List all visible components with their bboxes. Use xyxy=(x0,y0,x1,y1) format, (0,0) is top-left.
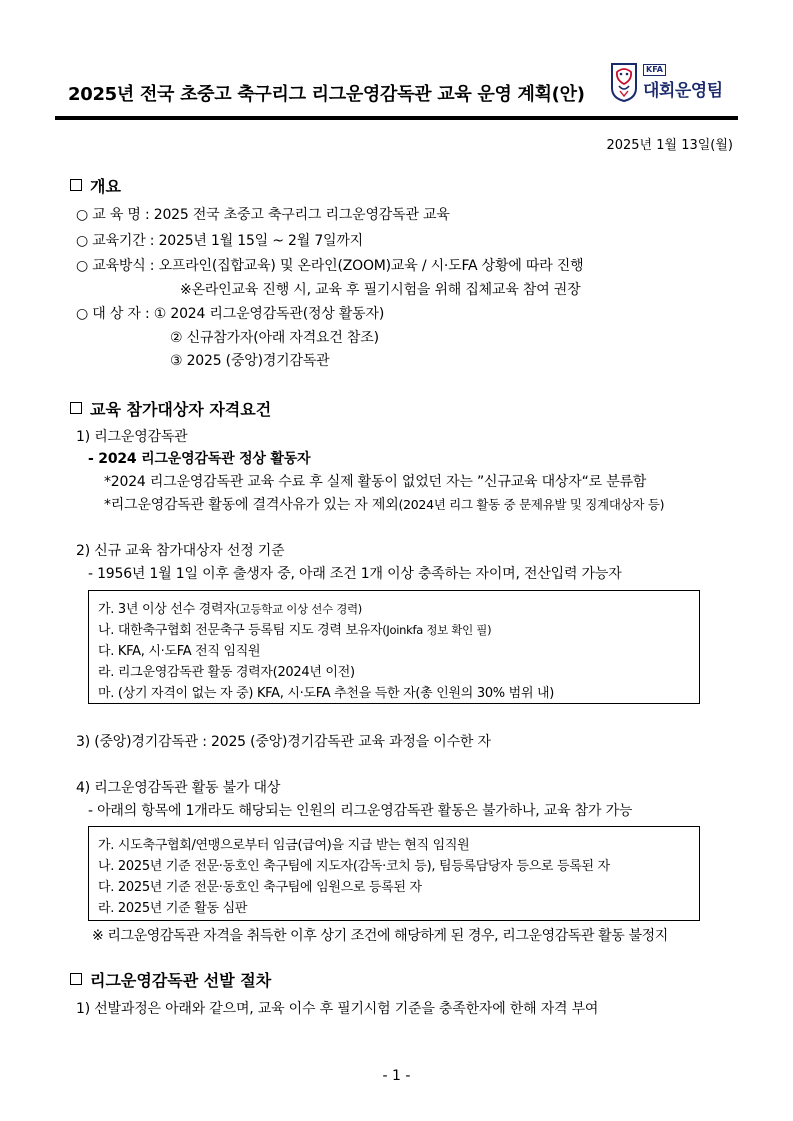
logo-team-name: 대회운영팀 xyxy=(643,81,723,101)
overview-note: ※온라인교육 진행 시, 교육 후 필기시험을 위해 집체교육 참여 권장 xyxy=(180,282,581,298)
page-title: 2025년 전국 초중고 축구리그 리그운영감독관 교육 운영 계획(안) xyxy=(68,84,585,105)
logo-badge: KFA xyxy=(643,64,666,76)
ineligibility-criteria-box xyxy=(88,826,700,921)
subsection-title: 4) 리그운영감독관 활동 불가 대상 xyxy=(76,780,281,796)
criteria-item: 라. 2025년 기준 활동 심판 xyxy=(98,901,248,916)
criteria-item: 라. 리그운영감독관 활동 경력자(2024년 이전) xyxy=(98,665,355,680)
overview-item: ③ 2025 (중앙)경기감독관 xyxy=(170,353,330,369)
page-number: - 1 - xyxy=(382,1068,411,1084)
header-divider xyxy=(55,116,738,120)
checkbox-square-icon xyxy=(70,402,82,414)
subsection-subitem: - 1956년 1월 1일 이후 출생자 중, 아래 조건 1개 이상 충족하는 자이며, 전산입력 가능자 xyxy=(88,566,622,582)
criteria-item: 다. 2025년 기준 전문·동호인 축구팀에 임원으로 등록된 자 xyxy=(98,880,422,895)
subsection-title: 3) (중앙)경기감독관 : 2025 (중앙)경기감독관 교육 과정을 이수한 자 xyxy=(76,734,491,750)
section-heading-qualification: 교육 참가대상자 자격요건 xyxy=(70,397,271,420)
subsection-note: *2024 리그운영감독관 교육 수료 후 실제 활동이 없었던 자는 ”신규교육 대상자“로 분류함 xyxy=(104,474,647,490)
criteria-item: 나. 2025년 기준 전문·동호인 축구팀에 지도자(감독·코치 등), 팀등록담당자 등으로 등록된 자 xyxy=(98,859,610,874)
overview-item: ○ 교 육 명 : 2025 전국 초중고 축구리그 리그운영감독관 교육 xyxy=(76,207,450,223)
checkbox-square-icon xyxy=(70,179,82,191)
section-heading-overview: 개요 xyxy=(70,174,121,197)
kfa-tiger-emblem-icon xyxy=(610,62,638,102)
subsection-title: 1) 리그운영감독관 xyxy=(76,429,188,445)
overview-item: ○ 교육기간 : 2025년 1월 15일 ~ 2월 7일까지 xyxy=(76,233,363,249)
checkbox-square-icon xyxy=(70,973,82,985)
criteria-item: 나. 대한축구협회 전문축구 등록팀 지도 경력 보유자(Joinkfa 정보 확인 필) xyxy=(98,623,492,638)
eligibility-criteria-box xyxy=(88,590,700,704)
criteria-item: 가. 3년 이상 선수 경력자(고등학교 이상 선수 경력) xyxy=(98,602,362,617)
subsection-title: 1) 선발과정은 아래와 같으며, 교육 이수 후 필기시험 기준을 충족한자에 한해 자격 부여 xyxy=(76,1001,599,1017)
subsection-note: *리그운영감독관 활동에 결격사유가 있는 자 제외(2024년 리그 활동 중 문제유발 및 징계대상자 등) xyxy=(104,497,665,513)
document-date: 2025년 1월 13일(월) xyxy=(606,138,733,153)
criteria-item: 마. (상기 자격이 없는 자 중) KFA, 시·도FA 추천을 득한 자(총 인원의 30% 범위 내) xyxy=(98,686,555,701)
overview-item: ② 신규참가자(아래 자격요건 참조) xyxy=(170,330,379,346)
section-heading-selection: 리그운영감독관 선발 절차 xyxy=(70,968,271,991)
subsection-subitem: - 아래의 항목에 1개라도 해당되는 인원의 리그운영감독관 활동은 불가하나, 교육 참가 가능 xyxy=(88,803,633,819)
subsection-title: 2) 신규 교육 참가대상자 선정 기준 xyxy=(76,543,285,559)
criteria-item: 가. 시도축구협회/연맹으로부터 임금(급여)을 지급 받는 현직 임직원 xyxy=(98,838,470,853)
criteria-item: 다. KFA, 시·도FA 전직 임직원 xyxy=(98,644,261,659)
overview-item: ○ 교육방식 : 오프라인(집합교육) 및 온라인(ZOOM)교육 / 시·도FA 상황에 따라 진행 xyxy=(76,258,584,274)
ineligibility-note: ※ 리그운영감독관 자격을 취득한 이후 상기 조건에 해당하게 된 경우, 리그운영감독관 활동 불정지 xyxy=(92,928,668,944)
subsection-subitem: - 2024 리그운영감독관 정상 활동자 xyxy=(88,451,311,467)
overview-item: ○ 대 상 자 : ① 2024 리그운영감독관(정상 활동자) xyxy=(76,306,385,322)
kfa-logo xyxy=(610,62,730,106)
